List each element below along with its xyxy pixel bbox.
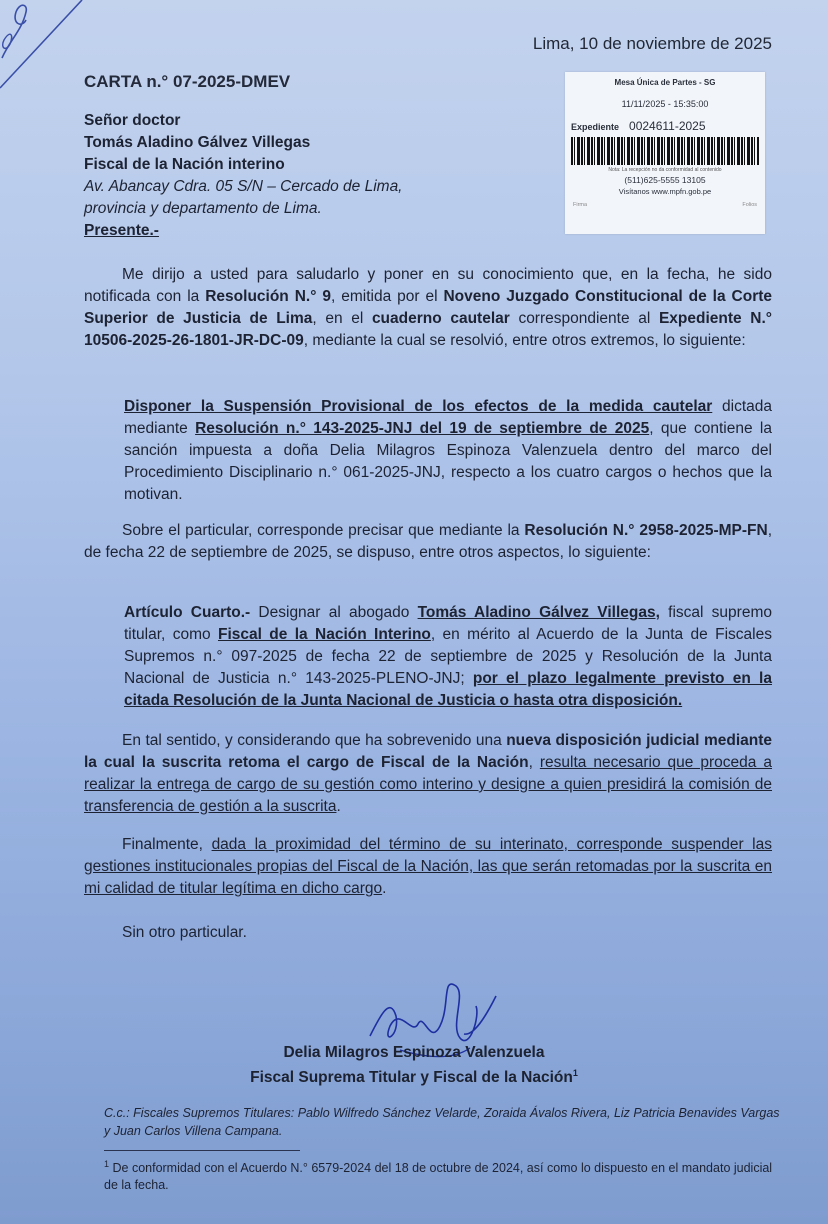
text: En tal sentido, y considerando que ha sobrevenido una bbox=[122, 732, 507, 749]
quote-1 bbox=[124, 396, 772, 506]
stamp-expediente-label: Expediente bbox=[571, 122, 620, 132]
text: , que contiene la sanción impuesta a doña Delia Milagros Espinoza Valenzuela dentro del marco del Procedimiento Disciplinario n.° 061-2025-JNJ, respecto a los cuatro cargos o hechos que la motivan. bbox=[124, 420, 772, 503]
underlined-text: dada la proximidad del término de su interinato, corresponde suspender las gestiones institucionales propias del Fiscal de la Nación, las que serán retomadas por la suscrita en mi calidad de titular legítima en dicho cargo bbox=[84, 836, 772, 897]
stamp-footer-right: Folios bbox=[742, 202, 757, 208]
highlight: Disponer la Suspensión Provisional de los efectos de la medida cautelar bbox=[124, 398, 713, 415]
underlined-text: resulta necesario que proceda a realizar la entrega de cargo de su gestión como interino y designe a quien presidirá la comisión de transferencia de gestión a la suscrita bbox=[84, 754, 772, 815]
addressee-name: Tomás Aladino Gálvez Villegas bbox=[84, 134, 311, 151]
resolution-ref: Resolución N.° 9 bbox=[205, 288, 331, 305]
highlight: nueva disposición judicial mediante la cual la suscrita retoma el cargo de Fiscal de la Nación bbox=[84, 732, 772, 771]
barcode-icon bbox=[571, 137, 759, 165]
signer-name: Delia Milagros Espinoza Valenzuela bbox=[283, 1044, 545, 1061]
quote-2 bbox=[124, 602, 772, 712]
cuaderno-ref: cuaderno cautelar bbox=[371, 310, 510, 327]
stamp-expediente-value: 0024611-2025 bbox=[629, 119, 706, 133]
text: . bbox=[336, 798, 341, 815]
text: , en mérito al Acuerdo de la Junta de Fiscales Supremos n.° 097-2025 de fecha 22 de septiembre de 2025 y Resolución de la Junta Nacional de Justicia n.° 143-2025-PLENO-JNJ; bbox=[124, 626, 772, 687]
stamp-office: Mesa Única de Partes - SG bbox=[614, 78, 716, 87]
signer-title-text: Fiscal Suprema Titular y Fiscal de la Nación bbox=[250, 1069, 573, 1087]
text: , en el bbox=[312, 310, 372, 327]
stamp-phone: (511)625-5555 13105 bbox=[624, 175, 706, 185]
highlight: Resolución n.° 143-2025-JNJ del 19 de septiembre de 2025 bbox=[195, 420, 650, 437]
cc-line: C.c.: Fiscales Supremos Titulares: Pablo Wilfredo Sánchez Velarde, Zoraida Ávalos Rivera, Liz Patricia Benavides Vargas y Juan Carlos Villena Campana. bbox=[104, 1106, 780, 1138]
text: , emitida por el bbox=[330, 288, 444, 305]
address-line-1: Av. Abancay Cdra. 05 S/N – Cercado de Lima, bbox=[84, 178, 403, 195]
closing-line: Sin otro particular. bbox=[122, 924, 247, 941]
text: , mediante la cual se resolvió, entre otros extremos, lo siguiente: bbox=[303, 332, 746, 349]
presente-label: Presente.- bbox=[84, 222, 159, 239]
paragraph-2 bbox=[84, 520, 772, 564]
signer-title bbox=[0, 1068, 828, 1087]
highlight: Tomás Aladino Gálvez Villegas, bbox=[417, 604, 660, 621]
reception-stamp bbox=[565, 72, 765, 234]
stamp-footer-left: Firma bbox=[573, 202, 588, 208]
paragraph-4 bbox=[84, 834, 772, 900]
article-label: Artículo Cuarto.- bbox=[124, 604, 251, 621]
text: Me dirijo a usted para saludarlo y poner en su conocimiento que, en la fecha, he sido notificada con la bbox=[84, 266, 772, 305]
text: , bbox=[528, 754, 540, 771]
text: correspondiente al bbox=[509, 310, 659, 327]
footnote-divider bbox=[104, 1150, 300, 1151]
addressee-title: Fiscal de la Nación interino bbox=[84, 156, 285, 173]
letter-number: CARTA n.° 07-2025-DMEV bbox=[84, 72, 291, 91]
expediente-ref: Expediente N.° 10506-2025-26-1801-JR-DC-09 bbox=[84, 310, 772, 349]
text: . bbox=[382, 880, 387, 897]
stamp-note: Nota: La recepción no da conformidad al contenido bbox=[608, 167, 722, 173]
letter-date: Lima, 10 de noviembre de 2025 bbox=[532, 34, 772, 53]
highlight: Fiscal de la Nación Interino bbox=[217, 626, 431, 643]
resolution-ref: Resolución N.° 2958-2025-MP-FN bbox=[524, 522, 768, 539]
highlight: por el plazo legalmente previsto en la citada Resolución de la Junta Nacional de Justicia o hasta otra disposición. bbox=[124, 670, 772, 709]
text: Finalmente, bbox=[122, 836, 212, 853]
salutation: Señor doctor bbox=[84, 112, 181, 129]
paragraph-3 bbox=[84, 730, 772, 818]
addressee-block bbox=[84, 110, 403, 242]
footnote-number: 1 bbox=[104, 1159, 110, 1169]
text: dictada mediante bbox=[124, 398, 772, 437]
footnote bbox=[104, 1156, 780, 1194]
paragraph-1 bbox=[84, 264, 772, 352]
text: Sobre el particular, corresponde precisar que mediante la bbox=[122, 522, 525, 539]
footnote-ref: 1 bbox=[572, 1068, 578, 1078]
text: fiscal supremo titular, como bbox=[124, 604, 772, 643]
court-name: Noveno Juzgado Constitucional de la Corte Superior de Justicia de Lima bbox=[84, 288, 773, 327]
stamp-datetime: 11/11/2025 - 15:35:00 bbox=[621, 99, 709, 109]
text: , de fecha 22 de septiembre de 2025, se dispuso, entre otros aspectos, lo siguiente: bbox=[84, 522, 772, 561]
footnote-text: De conformidad con el Acuerdo N.° 6579-2024 del 18 de octubre de 2024, así como lo dispuesto en el mandato judicial de la fecha. bbox=[104, 1161, 773, 1193]
stamp-web: Visítanos www.mpfn.gob.pe bbox=[618, 187, 712, 196]
text: Designar al abogado bbox=[250, 604, 418, 621]
address-line-2: provincia y departamento de Lima. bbox=[84, 200, 322, 217]
